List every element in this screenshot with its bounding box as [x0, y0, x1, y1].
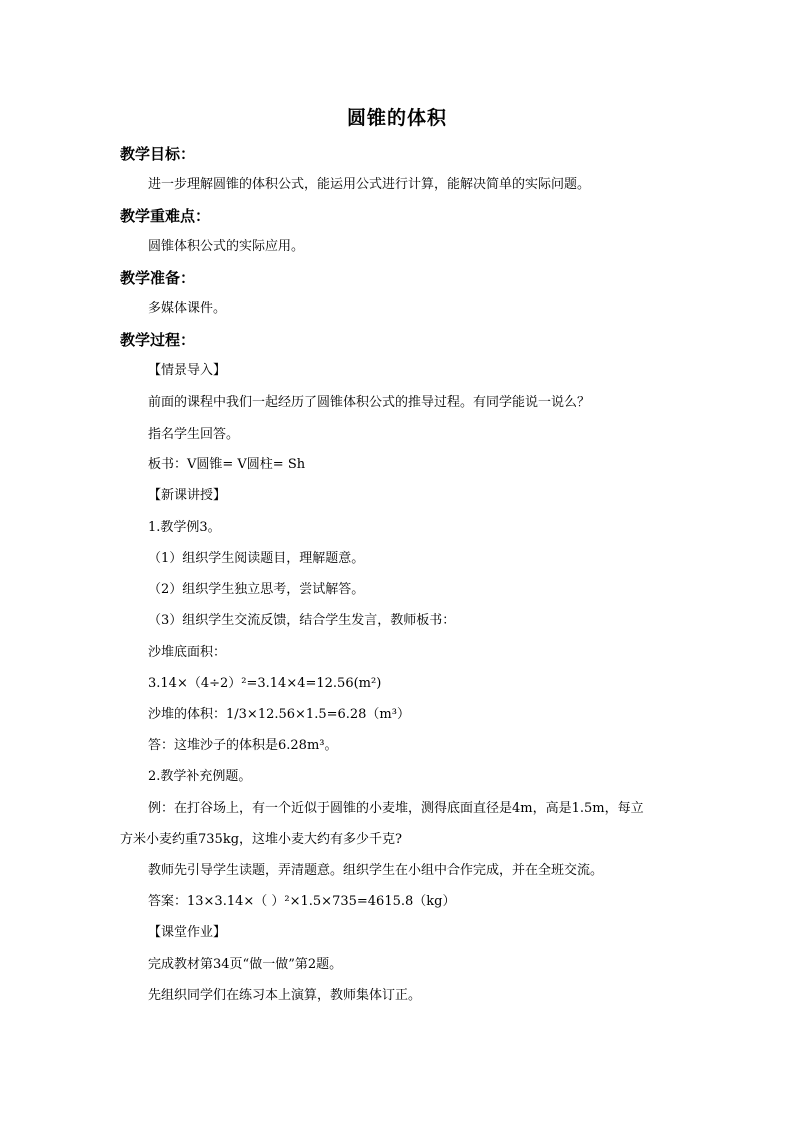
- intro-line-3: 板书：V圆锥= V圆柱= Sh: [148, 457, 306, 472]
- step-1-line: （1）组织学生阅读题目，理解题意。: [148, 551, 365, 566]
- problem-line-2: 方米小麦约重735kg，这堆小麦大约有多少千克?: [120, 832, 402, 847]
- prep-text: 多媒体课件。: [148, 301, 227, 316]
- example-3-line: 1.教学例3。: [148, 520, 221, 535]
- document-title: 圆锥的体积: [346, 107, 447, 129]
- intro-line-2: 指名学生回答。: [148, 427, 240, 442]
- base-area-calc: 3.14×（4÷2）²=3.14×4=12.56(m²): [148, 676, 382, 691]
- difficulty-text: 圆锥体积公式的实际应用。: [148, 239, 305, 254]
- volume-calc: 沙堆的体积：1/3×12.56×1.5=6.28（m³）: [148, 707, 410, 722]
- extra-example-label: 2.教学补充例题。: [148, 769, 252, 784]
- objectives-heading: 教学目标：: [120, 145, 196, 163]
- answer-1: 答：这堆沙子的体积是6.28m³。: [148, 738, 338, 753]
- homework-section-label: 【课堂作业】: [148, 925, 227, 940]
- problem-line-1: 例：在打谷场上，有一个近似于圆锥的小麦堆，测得底面直径是4m，高是1.5m，每立: [148, 801, 644, 816]
- new-section-label: 【新课讲授】: [148, 488, 227, 503]
- base-area-label: 沙堆底面积：: [148, 645, 227, 660]
- process-heading: 教学过程：: [120, 331, 196, 349]
- answer-2: 答案：13×3.14×（ ）²×1.5×735=4615.8（kg）: [148, 894, 456, 909]
- step-2-line: （2）组织学生独立思考，尝试解答。: [148, 582, 365, 597]
- prep-heading: 教学准备：: [120, 269, 196, 287]
- objectives-text: 进一步理解圆锥的体积公式，能运用公式进行计算，能解决简单的实际问题。: [148, 177, 591, 192]
- step-3-line: （3）组织学生交流反馈，结合学生发言，教师板书：: [148, 613, 456, 628]
- difficulty-heading: 教学重难点：: [120, 207, 211, 225]
- homework-line-1: 完成教材第34页“做一做”第2题。: [148, 957, 343, 972]
- intro-section-label: 【情景导入】: [148, 363, 227, 378]
- guide-text: 教师先引导学生读题，弄清题意。组织学生在小组中合作完成，并在全班交流。: [148, 863, 604, 878]
- intro-line-1: 前面的课程中我们一起经历了圆锥体积公式的推导过程。有同学能说一说么？: [148, 395, 591, 410]
- homework-line-2: 先组织同学们在练习本上演算，教师集体订正。: [148, 988, 422, 1003]
